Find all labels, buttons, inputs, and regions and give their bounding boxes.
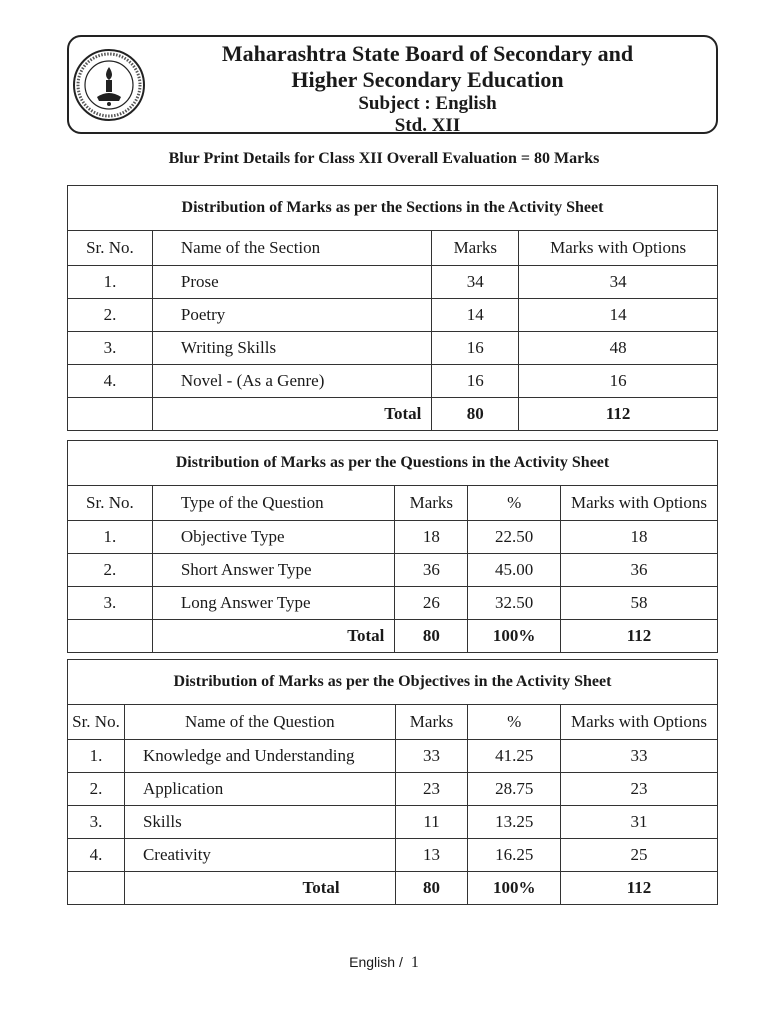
- total-row: [68, 620, 718, 653]
- table-row: [68, 839, 718, 872]
- cell-options: 14: [519, 299, 718, 332]
- column-header: Sr. No.: [68, 231, 153, 266]
- cell-sr-no: 3.: [68, 587, 153, 620]
- board-seal-icon: [71, 47, 147, 123]
- cell-name: Poetry: [152, 299, 432, 332]
- cell-name: Short Answer Type: [152, 554, 395, 587]
- table-row: [68, 773, 718, 806]
- cell-marks: 18: [395, 521, 468, 554]
- cell-percent: 28.75: [468, 773, 561, 806]
- cell-marks: 36: [395, 554, 468, 587]
- cell-options: 18: [561, 521, 718, 554]
- cell-sr-no: 1.: [68, 266, 153, 299]
- column-header: Sr. No.: [68, 705, 125, 740]
- cell-marks: 13: [395, 839, 468, 872]
- table-row: [68, 266, 718, 299]
- cell-name: Skills: [124, 806, 395, 839]
- table-row: [68, 299, 718, 332]
- total-marks: 80: [432, 398, 519, 431]
- cell-sr-no: 2.: [68, 299, 153, 332]
- column-header: Marks with Options: [561, 486, 718, 521]
- objectives-table: [67, 659, 718, 905]
- table-caption: Distribution of Marks as per the Objectives in the Activity Sheet: [68, 660, 718, 705]
- cell-marks: 34: [432, 266, 519, 299]
- column-header: Sr. No.: [68, 486, 153, 521]
- column-header: %: [468, 705, 561, 740]
- cell-sr-no: 3.: [68, 332, 153, 365]
- column-header: Type of the Question: [152, 486, 395, 521]
- cell-percent: 32.50: [468, 587, 561, 620]
- sections-table: [67, 185, 718, 431]
- standard-line: Std. XII: [394, 115, 461, 136]
- cell-percent: 13.25: [468, 806, 561, 839]
- cell-options: 58: [561, 587, 718, 620]
- total-marks: 80: [395, 620, 468, 653]
- footer-label: English /: [349, 954, 403, 970]
- cell-options: 48: [519, 332, 718, 365]
- column-header: Marks with Options: [561, 705, 718, 740]
- empty-cell: [68, 620, 153, 653]
- blueprint-title: Blur Print Details for Class XII Overall Evaluation = 80 Marks: [168, 150, 600, 167]
- total-percent: 100%: [468, 872, 561, 905]
- cell-percent: 45.00: [468, 554, 561, 587]
- cell-options: 34: [519, 266, 718, 299]
- cell-options: 36: [561, 554, 718, 587]
- table-row: [68, 587, 718, 620]
- cell-options: 33: [561, 740, 718, 773]
- cell-sr-no: 4.: [68, 839, 125, 872]
- column-header: Marks: [395, 486, 468, 521]
- cell-options: 25: [561, 839, 718, 872]
- cell-percent: 41.25: [468, 740, 561, 773]
- cell-marks: 16: [432, 332, 519, 365]
- cell-marks: 11: [395, 806, 468, 839]
- total-label: Total: [124, 872, 395, 905]
- table-row: [68, 806, 718, 839]
- cell-sr-no: 3.: [68, 806, 125, 839]
- cell-name: Writing Skills: [152, 332, 432, 365]
- table-row: [68, 332, 718, 365]
- total-label: Total: [152, 398, 432, 431]
- empty-cell: [68, 872, 125, 905]
- cell-name: Prose: [152, 266, 432, 299]
- cell-sr-no: 1.: [68, 740, 125, 773]
- total-options: 112: [561, 872, 718, 905]
- table-caption: Distribution of Marks as per the Questions in the Activity Sheet: [68, 441, 718, 486]
- cell-sr-no: 4.: [68, 365, 153, 398]
- cell-sr-no: 2.: [68, 773, 125, 806]
- board-name-line2: Higher Secondary Education: [291, 67, 564, 92]
- column-header: Name of the Question: [124, 705, 395, 740]
- cell-options: 23: [561, 773, 718, 806]
- cell-percent: 22.50: [468, 521, 561, 554]
- cell-name: Knowledge and Understanding: [124, 740, 395, 773]
- total-options: 112: [519, 398, 718, 431]
- table-caption: Distribution of Marks as per the Sections in the Activity Sheet: [68, 186, 718, 231]
- total-options: 112: [561, 620, 718, 653]
- cell-name: Application: [124, 773, 395, 806]
- cell-options: 16: [519, 365, 718, 398]
- column-header: %: [468, 486, 561, 521]
- cell-marks: 23: [395, 773, 468, 806]
- table-row: [68, 521, 718, 554]
- table-row: [68, 740, 718, 773]
- page-footer: [0, 954, 768, 972]
- cell-percent: 16.25: [468, 839, 561, 872]
- empty-cell: [68, 398, 153, 431]
- cell-sr-no: 2.: [68, 554, 153, 587]
- page-number: 1: [410, 954, 419, 971]
- column-header: Marks with Options: [519, 231, 718, 266]
- cell-marks: 33: [395, 740, 468, 773]
- cell-sr-no: 1.: [68, 521, 153, 554]
- cell-options: 31: [561, 806, 718, 839]
- cell-marks: 26: [395, 587, 468, 620]
- board-name-line1: Maharashtra State Board of Secondary and: [221, 41, 634, 66]
- cell-marks: 14: [432, 299, 519, 332]
- cell-name: Objective Type: [152, 521, 395, 554]
- total-row: [68, 872, 718, 905]
- board-header: [67, 35, 718, 134]
- table-row: [68, 365, 718, 398]
- total-marks: 80: [395, 872, 468, 905]
- column-header: Marks: [432, 231, 519, 266]
- questions-table: [67, 440, 718, 653]
- cell-marks: 16: [432, 365, 519, 398]
- table-row: [68, 554, 718, 587]
- cell-name: Novel - (As a Genre): [152, 365, 432, 398]
- cell-name: Long Answer Type: [152, 587, 395, 620]
- column-header: Name of the Section: [152, 231, 432, 266]
- column-header: Marks: [395, 705, 468, 740]
- subject-line: Subject : English: [358, 93, 497, 114]
- total-row: [68, 398, 718, 431]
- total-percent: 100%: [468, 620, 561, 653]
- cell-name: Creativity: [124, 839, 395, 872]
- total-label: Total: [152, 620, 395, 653]
